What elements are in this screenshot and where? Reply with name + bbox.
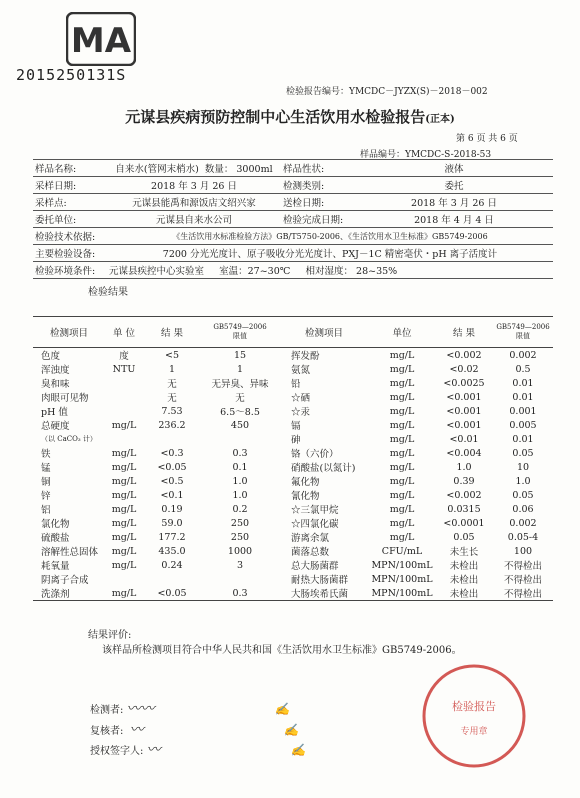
- tester-date: ✍: [274, 702, 290, 716]
- results-cell: 1.0: [515, 475, 531, 487]
- info-value: 元谋县自来水公司: [107, 211, 281, 228]
- col-header: 单位: [369, 317, 435, 348]
- results-cell: 度: [119, 351, 129, 362]
- info-value: 2018 年 3 月 26 日: [107, 177, 281, 194]
- results-cell: 0.002: [509, 349, 537, 361]
- results-cell: 硫酸盐: [41, 533, 70, 544]
- results-cell: mg/L: [389, 405, 415, 417]
- results-cell: mg/L: [111, 461, 137, 473]
- info-value: 元谋县能禹和源饭店文绍兴家: [107, 194, 281, 211]
- page-indicator: 第 6 页 共 6 页: [456, 134, 518, 144]
- results-cell: 阴离子合成: [41, 575, 89, 586]
- results-cell: 0.19: [161, 503, 183, 515]
- results-cell: 硝酸盐(以氮计): [291, 463, 356, 474]
- col-header: 检测项目: [279, 317, 369, 348]
- info-label: 采样点:: [33, 194, 107, 211]
- results-row: [33, 530, 553, 544]
- results-cell: 0.05: [512, 489, 534, 501]
- col-header: 结 果: [435, 317, 493, 348]
- results-cell: 浑浊度: [41, 365, 70, 376]
- info-row: [33, 245, 553, 262]
- report-number: 检验报告编号：YMCDC－JYZX(S)－2018－002: [286, 87, 488, 97]
- stamp-text-2: 专用章: [460, 727, 488, 737]
- results-cell: 洗涤剂: [33, 586, 105, 601]
- info-value-text: 自来水(管网末梢水): [115, 164, 199, 175]
- col-header-limit: 限值: [233, 332, 247, 340]
- col-header: 结 果: [143, 317, 201, 348]
- results-row: [33, 474, 553, 488]
- info-row: [33, 211, 553, 228]
- results-cell: <0.05: [143, 586, 201, 601]
- results-cell: 耗氧量: [41, 561, 70, 572]
- results-cell: 0.2: [232, 503, 248, 515]
- info-label: 送检日期:: [281, 194, 355, 211]
- results-cell: 无: [167, 379, 177, 390]
- results-cell: <0.05: [157, 461, 187, 473]
- reviewer-label: 复核者:: [90, 726, 124, 737]
- tester-signature: 〰〰: [126, 701, 155, 717]
- results-row: [33, 348, 553, 363]
- results-cell: mg/L: [389, 433, 415, 445]
- results-cell: [33, 432, 105, 446]
- results-cell: <0.0001: [443, 517, 485, 529]
- results-cell: MPN/100mL: [369, 586, 435, 601]
- results-cell: mg/L: [111, 489, 137, 501]
- results-cell: 450: [230, 419, 250, 431]
- results-cell: 挥发酚: [291, 351, 320, 362]
- stamp-text-1: 检验报告: [452, 700, 496, 713]
- official-stamp: [418, 660, 530, 772]
- results-cell: 435.0: [158, 545, 186, 557]
- results-cell: 0.05: [453, 531, 475, 543]
- evaluation-label: 结果评价:: [88, 630, 132, 641]
- results-cell: 0.01: [512, 377, 534, 389]
- results-cell: ☆四氯化碳: [291, 519, 339, 530]
- equip-value: 7200 分光光度计、原子吸收分光光度计、PXJ－1C 精密毫伏・pH 离子活度计: [107, 245, 553, 262]
- reviewer-row: [90, 719, 299, 739]
- results-cell: 锌: [41, 491, 51, 502]
- results-cell: [143, 572, 201, 586]
- report-title: [0, 106, 580, 127]
- info-value: 液体: [355, 160, 553, 177]
- env-humidity: 相对湿度： 28~35%: [305, 266, 398, 277]
- info-label: 样品名称:: [33, 160, 107, 177]
- results-cell: 1.0: [232, 489, 248, 501]
- results-cell: 1000: [227, 545, 253, 557]
- results-cell: ☆汞: [291, 407, 311, 418]
- results-cell: mg/L: [111, 419, 137, 431]
- results-cell: 7.53: [161, 405, 183, 417]
- results-cell: mg/L: [111, 503, 137, 515]
- col-header: 检测项目: [33, 317, 105, 348]
- results-cell: mg/L: [389, 503, 415, 515]
- info-qty-label: 数量：: [204, 164, 234, 175]
- env-value: [107, 262, 553, 279]
- results-row: [33, 488, 553, 502]
- results-cell: 无: [235, 393, 245, 404]
- results-cell: <0.002: [446, 349, 482, 361]
- results-cell: ☆硒: [291, 393, 311, 404]
- results-cell: 溶解性总固体: [41, 547, 99, 558]
- results-cell: [201, 432, 279, 446]
- results-cell: 未检出: [449, 561, 479, 572]
- results-cell: 耐热大肠菌群: [291, 575, 349, 586]
- results-cell: 氯化物: [41, 519, 70, 530]
- results-cell: 不得检出: [503, 575, 542, 586]
- results-cell: mg/L: [111, 531, 137, 543]
- results-cell: [105, 432, 143, 446]
- results-cell: mg/L: [389, 531, 415, 543]
- results-cell: 大肠埃希氏菌: [279, 586, 369, 601]
- hardness-subtitle: （以 CaCO₃ 计）: [41, 435, 97, 443]
- results-cell: <0.001: [446, 405, 482, 417]
- ma-logo: [66, 12, 136, 66]
- results-row: [33, 516, 553, 530]
- results-cell: mg/L: [389, 419, 415, 431]
- results-cell: 未检出: [435, 586, 493, 601]
- results-cell: 锰: [41, 463, 51, 474]
- results-cell: 不得检出: [493, 586, 553, 601]
- cert-number: 2015250131S: [16, 66, 127, 84]
- results-cell: 250: [230, 517, 250, 529]
- results-row: [33, 572, 553, 586]
- results-row: [33, 586, 553, 601]
- results-cell: <0.1: [160, 489, 184, 501]
- info-label: 样品性状:: [281, 160, 355, 177]
- results-cell: 0.06: [512, 503, 534, 515]
- info-value: 2018 年 3 月 26 日: [355, 194, 553, 211]
- col-header: [201, 317, 279, 348]
- results-cell: 总硬度: [41, 421, 70, 432]
- results-cell: mg/L: [111, 559, 137, 571]
- results-row: [33, 390, 553, 404]
- results-cell: MPN/100mL: [371, 559, 433, 571]
- results-cell: <0.002: [446, 489, 482, 501]
- results-cell: 0.39: [453, 475, 475, 487]
- results-row: [33, 544, 553, 558]
- info-label: 采样日期:: [33, 177, 107, 194]
- results-cell: 0.0315: [447, 503, 481, 515]
- results-cell: MPN/100mL: [371, 573, 433, 585]
- results-cell: 镉: [291, 421, 301, 432]
- results-cell: <0.004: [446, 447, 482, 459]
- basis-value: 《生活饮用水标准检验方法》GB/T5750-2006、《生活饮用水卫生标准》GB5749-2006: [107, 228, 553, 245]
- svg-text:MA: MA: [70, 21, 132, 61]
- results-cell: 臭和味: [41, 379, 70, 390]
- results-cell: 1.0: [232, 475, 248, 487]
- results-cell: 250: [230, 531, 250, 543]
- results-cell: 3: [236, 559, 244, 571]
- env-place: 元谋县疾控中心实验室: [109, 266, 205, 277]
- results-cell: 0.1: [232, 461, 248, 473]
- results-row: [33, 558, 553, 572]
- info-value: [107, 160, 281, 177]
- results-row: [33, 432, 553, 446]
- info-row: [33, 177, 553, 194]
- basis-label: 检验技术依据:: [33, 228, 107, 245]
- results-cell: 1.0: [456, 461, 472, 473]
- equip-label: 主要检验设备:: [33, 245, 107, 262]
- results-cell: mg/L: [389, 517, 415, 529]
- info-value: 2018 年 4 月 4 日: [355, 211, 553, 228]
- results-cell: mg/L: [389, 391, 415, 403]
- results-row: [33, 502, 553, 516]
- results-cell: 无异臭、异味: [211, 379, 269, 390]
- results-cell: 总大肠菌群: [291, 561, 339, 572]
- results-cell: mg/L: [389, 489, 415, 501]
- results-cell: 无: [167, 393, 177, 404]
- signer-row: [90, 739, 306, 759]
- results-cell: [105, 404, 143, 418]
- results-cell: <0.01: [449, 433, 479, 445]
- col-header: 单 位: [105, 317, 143, 348]
- reviewer-signature: 〰: [129, 722, 144, 738]
- tester-label: 检测者:: [90, 705, 124, 716]
- results-cell: <0.02: [449, 363, 479, 375]
- results-cell: 砷: [291, 435, 301, 446]
- results-cell: mg/L: [389, 461, 415, 473]
- signer-date: ✍: [290, 743, 306, 757]
- info-row: [33, 262, 553, 279]
- results-cell: [201, 572, 279, 586]
- results-cell: mg/L: [389, 363, 415, 375]
- results-cell: [105, 572, 143, 586]
- results-row: [33, 446, 553, 460]
- results-cell: 未生长: [449, 547, 479, 558]
- sample-info-table: [33, 159, 553, 279]
- results-row: [33, 460, 553, 474]
- results-cell: 0.3: [232, 447, 248, 459]
- results-cell: mg/L: [105, 586, 143, 601]
- results-cell: 0.01: [512, 391, 534, 403]
- results-cell: 236.2: [158, 419, 186, 431]
- results-cell: 10: [516, 461, 530, 473]
- results-cell: 0.24: [161, 559, 183, 571]
- info-label: 委托单位:: [33, 211, 107, 228]
- results-cell: 色度: [41, 351, 61, 362]
- results-row: [33, 362, 553, 376]
- info-row: [33, 194, 553, 211]
- results-cell: [105, 376, 143, 390]
- results-cell: mg/L: [111, 475, 137, 487]
- results-cell: 15: [233, 349, 247, 361]
- results-cell: 0.005: [509, 419, 537, 431]
- info-value: 委托: [355, 177, 553, 194]
- results-cell: mg/L: [111, 447, 137, 459]
- results-cell: <0.001: [446, 419, 482, 431]
- tester-row: [90, 698, 290, 718]
- env-label: 检验环境条件:: [33, 262, 107, 279]
- results-table: [33, 316, 553, 601]
- title-suffix: (正本): [425, 114, 455, 125]
- results-cell: 氟化物: [291, 477, 320, 488]
- results-cell: 铝: [41, 505, 51, 516]
- results-cell: 铜: [41, 477, 51, 488]
- results-cell: 0.01: [512, 433, 534, 445]
- results-cell: <0.5: [160, 475, 184, 487]
- info-label: 检测类别:: [281, 177, 355, 194]
- results-cell: [143, 432, 201, 446]
- results-cell: 未检出: [449, 575, 479, 586]
- results-cell: 6.5～8.5: [220, 407, 260, 418]
- results-cell: 0.5: [515, 363, 531, 375]
- info-label: 检验完成日期:: [281, 211, 355, 228]
- results-cell: <5: [164, 349, 179, 361]
- results-cell: 177.2: [158, 531, 186, 543]
- results-cell: mg/L: [389, 447, 415, 459]
- env-temp: 室温：27~30℃: [219, 266, 291, 277]
- info-row: [33, 160, 553, 177]
- results-cell: mg/L: [389, 349, 415, 361]
- results-cell: 氰化物: [291, 491, 320, 502]
- results-cell: <0.3: [160, 447, 184, 459]
- results-cell: ☆三氯甲烷: [291, 505, 339, 516]
- results-cell: 1: [168, 363, 176, 375]
- sample-number: 样品编号：YMCDC-S-2018-53: [360, 150, 492, 160]
- col-header: [493, 317, 553, 348]
- results-cell: <0.0025: [443, 377, 485, 389]
- col-header-limit: 限值: [516, 332, 530, 340]
- results-cell: 铬（六价）: [291, 449, 339, 460]
- reviewer-date: ✍: [283, 723, 299, 737]
- results-cell: 肉眼可见物: [41, 393, 89, 404]
- results-cell: 菌落总数: [291, 547, 330, 558]
- signer-label: 授权签字人:: [90, 746, 144, 757]
- results-cell: mg/L: [389, 377, 415, 389]
- info-qty-value: 3000ml: [236, 164, 273, 175]
- results-cell: 0.002: [509, 517, 537, 529]
- results-cell: 0.05-4: [507, 531, 539, 543]
- results-header-row: [33, 317, 553, 348]
- results-cell: mg/L: [111, 517, 137, 529]
- info-row: [33, 228, 553, 245]
- results-body: [33, 348, 553, 601]
- results-cell: 0.3: [201, 586, 279, 601]
- results-title: 检验结果: [88, 287, 128, 298]
- results-cell: mg/L: [111, 545, 137, 557]
- results-cell: 游离余氯: [291, 533, 330, 544]
- results-row: [33, 376, 553, 390]
- results-cell: CFU/mL: [381, 545, 423, 557]
- results-cell: 1: [236, 363, 244, 375]
- results-row: [33, 404, 553, 418]
- results-cell: 0.001: [509, 405, 537, 417]
- results-cell: NTU: [112, 363, 136, 375]
- results-cell: 不得检出: [503, 561, 542, 572]
- results-cell: 铅: [291, 379, 301, 390]
- results-cell: mg/L: [389, 475, 415, 487]
- results-row: [33, 418, 553, 432]
- results-cell: [105, 390, 143, 404]
- results-cell: pH 值: [41, 407, 68, 418]
- evaluation-text: 该样品所检测项目符合中华人民共和国《生活饮用水卫生标准》GB5749-2006。: [102, 645, 462, 656]
- results-cell: 100: [513, 545, 533, 557]
- title-text: 元谋县疾病预防控制中心生活饮用水检验报告: [125, 108, 426, 126]
- results-cell: 铁: [41, 449, 51, 460]
- results-cell: <0.001: [446, 391, 482, 403]
- col-header-std: GB5749—2006: [496, 323, 550, 331]
- results-cell: 59.0: [161, 517, 183, 529]
- results-cell: 0.05: [512, 447, 534, 459]
- col-header-std: GB5749—2006: [213, 323, 267, 331]
- results-cell: 氨氮: [291, 365, 311, 376]
- signer-signature: 〰: [146, 742, 161, 758]
